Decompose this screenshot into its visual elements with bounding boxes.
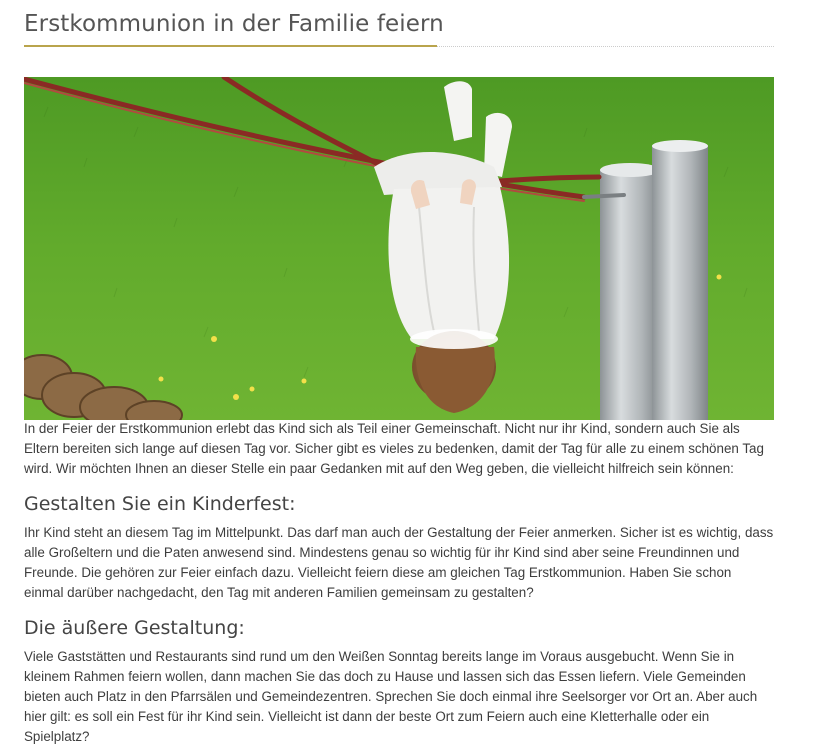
title-accent-rule [24, 45, 437, 47]
section-text-gestaltung: Viele Gaststätten und Restaurants sind rund um den Weißen Sonntag bereits lange im Voraus ausgebucht. Wenn Sie in kleinem Rahmen feiern wollen, dann machen Sie das doch zu Hause und lassen sich das Essen liefern. Viele Gemeinden bieten auch Platz in den Pfarrsälen und Gemeindezentren. Sprechen Sie doch einmal ihre Seelsorger vor Ort an. Aber auch hier gilt: es soll ein Fest für ihr Kind sein. Vielleicht ist dann der beste Ort zum Feiern auch eine Kletterhalle oder ein Spielplatz? [24, 649, 758, 744]
section-heading-gestaltung: Die äußere Gestaltung: [24, 617, 245, 639]
section-heading-kinderfest: Gestalten Sie ein Kinderfest: [24, 493, 296, 515]
article [24, 0, 774, 747]
section-text-kinderfest: Ihr Kind steht an diesem Tag im Mittelpunkt. Das darf man auch der Gestaltung der Feier anmerken. Sicher ist es wichtig, dass alle Großeltern und die Paten anwesend sind. Mindestens genau so wichtig für ihr Kind sind aber seine Freundinnen und Freunde. Die gehören zur Feier einfach dazu. Vielleicht feiern diese am gleichen Tag Erstkommunion. Haben Sie schon einmal darüber nachgedacht, den Tag mit anderen Familien gemeinsam zu gestalten? [24, 525, 774, 600]
title-underline [24, 43, 774, 51]
page-title: Erstkommunion in der Familie feiern [24, 11, 444, 37]
intro-paragraph: In der Feier der Erstkommunion erlebt das Kind sich als Teil einer Gemeinschaft. Nicht nur ihr Kind, sondern auch Sie als Eltern bereiten sich lange auf diesen Tag vor. Sicher gibt es vieles zu bedenken, damit der Tag für alle zu einem schönen Tag wird. Wir möchten Ihnen an dieser Stelle ein paar Gedanken mit auf den Weg geben, die vielleicht hilfreich sein können: [24, 421, 764, 476]
hero-image [24, 77, 774, 420]
